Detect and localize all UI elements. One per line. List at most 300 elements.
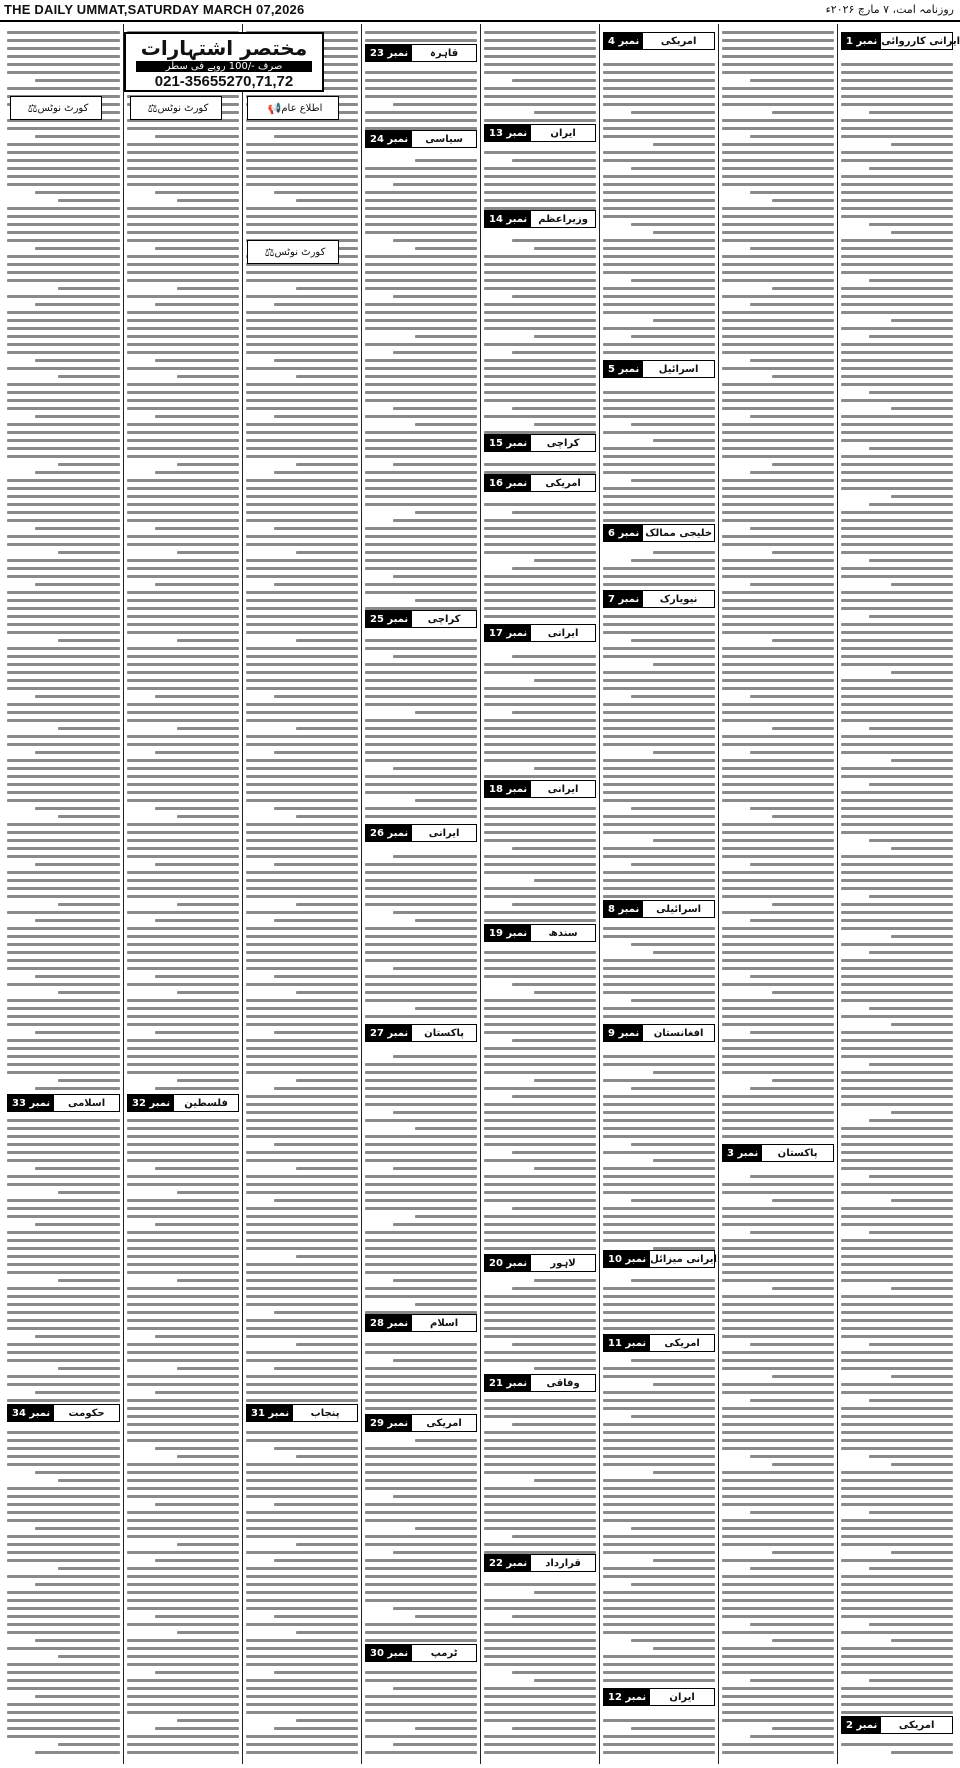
text-line: [484, 167, 596, 170]
text-line: [365, 487, 477, 490]
court-notice-label: کورٹ نوٹس: [274, 246, 326, 258]
text-line: [722, 327, 834, 330]
text-line: [772, 1375, 834, 1378]
text-line: [127, 1151, 239, 1154]
text-line: [841, 983, 953, 986]
text-line: [869, 391, 953, 394]
text-line: [7, 1071, 120, 1074]
text-line: [246, 743, 358, 746]
text-line: [603, 1743, 715, 1746]
text-line: [365, 687, 477, 690]
text-line: [603, 871, 715, 874]
text-line: [246, 1535, 358, 1538]
text-line: [246, 1303, 358, 1306]
text-line: [7, 1495, 120, 1498]
text-line: [7, 871, 120, 874]
text-line: [155, 1671, 239, 1674]
text-line: [722, 1135, 834, 1138]
text-line: [512, 407, 596, 410]
text-line: [246, 1103, 358, 1106]
text-line: [155, 1335, 239, 1338]
text-line: [722, 1263, 834, 1266]
text-line: [722, 1239, 834, 1242]
text-line: [841, 535, 953, 538]
text-line: [246, 295, 358, 298]
text-line: [7, 1575, 120, 1578]
text-line: [127, 711, 239, 714]
text-line: [246, 1375, 358, 1378]
text-line: [603, 119, 715, 122]
text-line: [365, 431, 477, 434]
text-line: [296, 1631, 358, 1634]
text-line: [7, 1735, 120, 1738]
text-line: [512, 239, 596, 242]
text-line: [296, 1079, 358, 1082]
text-line: [365, 527, 477, 530]
text-line: [274, 807, 358, 810]
text-line: [603, 135, 715, 138]
text-line: [7, 679, 120, 682]
text-line: [841, 959, 953, 962]
text-line: [177, 375, 239, 378]
text-line: [246, 455, 358, 458]
text-line: [246, 1263, 358, 1266]
text-line: [365, 1519, 477, 1522]
section-label: ایرانی کارروائی: [881, 35, 960, 47]
text-line: [722, 1519, 834, 1522]
text-line: [841, 1047, 953, 1050]
text-line: [7, 719, 120, 722]
text-line: [246, 615, 358, 618]
text-line: [127, 207, 239, 210]
text-line: [891, 671, 953, 674]
text-line: [631, 1199, 715, 1202]
section-label: امریکی: [545, 477, 581, 489]
text-line: [7, 1463, 120, 1466]
text-line: [365, 255, 477, 258]
text-line: [750, 807, 834, 810]
text-line: [127, 1287, 239, 1290]
text-line: [365, 311, 477, 314]
text-line: [127, 1591, 239, 1594]
text-line: [365, 391, 477, 394]
text-line: [7, 959, 120, 962]
text-line: [365, 1095, 477, 1098]
text-line: [722, 319, 834, 322]
text-line: [296, 1255, 358, 1258]
text-line: [246, 983, 358, 986]
text-line: [841, 1575, 953, 1578]
text-line: [750, 527, 834, 530]
text-line: [750, 1087, 834, 1090]
text-line: [155, 1223, 239, 1226]
text-line: [484, 551, 596, 554]
text-line: [841, 1015, 953, 1018]
text-line: [603, 1231, 715, 1234]
text-line: [484, 87, 596, 90]
text-line: [35, 303, 120, 306]
text-line: [534, 1367, 596, 1370]
text-line: [365, 1295, 477, 1298]
text-line: [603, 783, 715, 786]
section-header: [484, 124, 596, 142]
text-line: [365, 271, 477, 274]
text-line: [7, 1303, 120, 1306]
text-line: [484, 1183, 596, 1186]
text-line: [603, 519, 715, 522]
text-line: [750, 863, 834, 866]
section-2: [841, 1716, 953, 1734]
text-line: [722, 351, 834, 354]
text-line: [722, 895, 834, 898]
text-line: [603, 711, 715, 714]
text-line: [869, 1623, 953, 1626]
text-line: [127, 951, 239, 954]
text-line: [127, 279, 239, 282]
text-line: [7, 1607, 120, 1610]
section-label: امریکی: [660, 35, 697, 47]
text-line: [7, 423, 120, 426]
text-line: [772, 551, 834, 554]
text-line: [58, 463, 120, 466]
text-line: [7, 767, 120, 770]
text-line: [841, 375, 953, 378]
text-line: [127, 1175, 239, 1178]
text-line: [7, 879, 120, 882]
text-line: [722, 599, 834, 602]
text-line: [603, 207, 715, 210]
text-line: [603, 815, 715, 818]
text-line: [841, 63, 953, 66]
text-line: [722, 447, 834, 450]
text-line: [127, 1599, 239, 1602]
text-line: [7, 703, 120, 706]
text-line: [246, 1487, 358, 1490]
text-line: [365, 1503, 477, 1506]
text-line: [484, 1087, 596, 1090]
text-line: [722, 1471, 834, 1474]
text-line: [155, 975, 239, 978]
text-line: [891, 583, 953, 586]
text-line: [841, 1383, 953, 1386]
ad-title: مختصر اشتہارات: [140, 36, 308, 60]
text-line: [35, 1167, 120, 1170]
text-line: [365, 727, 477, 730]
section-label: قاہرہ: [429, 47, 459, 59]
text-line: [274, 359, 358, 362]
text-line: [7, 1199, 120, 1202]
text-line: [722, 543, 834, 546]
text-line: [841, 743, 953, 746]
text-line: [127, 735, 239, 738]
text-line: [631, 1639, 715, 1642]
text-line: [722, 679, 834, 682]
text-line: [484, 1127, 596, 1130]
section-header: [246, 1404, 358, 1422]
text-line: [393, 239, 477, 242]
text-line: [7, 151, 120, 154]
section-9: [603, 1024, 715, 1042]
section-number: نمبر 2: [842, 1717, 881, 1733]
text-line: [127, 1063, 239, 1066]
section-6: [603, 524, 715, 542]
text-line: [484, 583, 596, 586]
text-line: [722, 1711, 834, 1714]
text-line: [7, 335, 120, 338]
text-line: [246, 1039, 358, 1042]
text-line: [722, 1535, 834, 1538]
text-line: [246, 799, 358, 802]
text-line: [484, 1743, 596, 1746]
text-line: [772, 991, 834, 994]
text-line: [722, 663, 834, 666]
text-line: [127, 535, 239, 538]
text-line: [722, 1223, 834, 1226]
text-line: [512, 1423, 596, 1426]
text-line: [35, 1695, 120, 1698]
text-line: [127, 1687, 239, 1690]
text-line: [841, 591, 953, 594]
text-line: [841, 519, 953, 522]
text-line: [365, 319, 477, 322]
text-line: [246, 1111, 358, 1114]
section-label: اسرائیلی: [656, 903, 702, 915]
text-line: [7, 279, 120, 282]
text-line: [722, 1487, 834, 1490]
text-line: [653, 1559, 715, 1562]
text-line: [127, 1623, 239, 1626]
text-line: [127, 1263, 239, 1266]
text-line: [127, 935, 239, 938]
section-header: [484, 924, 596, 942]
text-line: [246, 711, 358, 714]
text-line: [484, 1055, 596, 1058]
text-line: [365, 1239, 477, 1242]
text-line: [603, 775, 715, 778]
text-line: [841, 1647, 953, 1650]
text-line: [841, 1127, 953, 1130]
public-notice-label: اطلاع عام: [281, 102, 323, 114]
section-number: نمبر 4: [604, 33, 643, 49]
text-line: [246, 1063, 358, 1066]
text-line: [274, 1615, 358, 1618]
text-line: [127, 1199, 239, 1202]
text-line: [296, 639, 358, 642]
section-10: [603, 1250, 715, 1268]
text-line: [722, 735, 834, 738]
text-line: [722, 223, 834, 226]
text-line: [484, 775, 596, 778]
text-line: [841, 527, 953, 530]
text-line: [722, 631, 834, 634]
text-line: [603, 239, 715, 242]
text-line: [722, 1183, 834, 1186]
text-line: [653, 551, 715, 554]
text-line: [722, 855, 834, 858]
text-line: [484, 327, 596, 330]
text-line: [365, 1183, 477, 1186]
text-line: [365, 343, 477, 346]
text-line: [722, 1335, 834, 1338]
text-line: [365, 1679, 477, 1682]
text-line: [869, 223, 953, 226]
text-line: [484, 255, 596, 258]
text-line: [246, 399, 358, 402]
text-line: [58, 727, 120, 730]
text-line: [127, 591, 239, 594]
text-line: [722, 63, 834, 66]
text-line: [274, 415, 358, 418]
text-line: [722, 1415, 834, 1418]
text-line: [7, 127, 120, 130]
text-line: [484, 1063, 596, 1066]
text-line: [722, 1575, 834, 1578]
text-line: [722, 743, 834, 746]
text-line: [841, 799, 953, 802]
ad-phone: 021-35655270,71,72: [154, 73, 294, 90]
text-line: [722, 175, 834, 178]
text-line: [722, 615, 834, 618]
text-line: [841, 1039, 953, 1042]
text-line: [750, 695, 834, 698]
text-line: [365, 207, 477, 210]
text-line: [869, 503, 953, 506]
text-line: [603, 431, 715, 434]
text-line: [603, 1135, 715, 1138]
text-line: [246, 735, 358, 738]
text-line: [512, 79, 596, 82]
text-line: [246, 1215, 358, 1218]
text-line: [841, 1167, 953, 1170]
text-line: [7, 783, 120, 786]
text-line: [722, 263, 834, 266]
text-line: [841, 647, 953, 650]
section-number: نمبر 16: [485, 475, 531, 491]
text-line: [603, 271, 715, 274]
text-line: [127, 239, 239, 242]
text-line: [722, 1279, 834, 1282]
text-line: [484, 279, 596, 282]
text-line: [35, 975, 120, 978]
text-line: [653, 1159, 715, 1162]
text-line: [393, 1495, 477, 1498]
text-line: [722, 671, 834, 674]
text-line: [127, 423, 239, 426]
column-1: [837, 24, 960, 1764]
section-8: [603, 900, 715, 918]
text-line: [127, 1383, 239, 1386]
text-line: [484, 735, 596, 738]
text-line: [7, 663, 120, 666]
text-line: [365, 783, 477, 786]
text-line: [365, 887, 477, 890]
gavel-icon: ⚖: [147, 101, 158, 115]
text-line: [365, 79, 477, 82]
court-notice-label: کورٹ نوٹس: [157, 102, 209, 114]
section-label: سیاسی: [425, 133, 463, 145]
text-line: [127, 439, 239, 442]
text-line: [841, 1319, 953, 1322]
text-line: [246, 1247, 358, 1250]
section-23: [365, 44, 477, 62]
text-line: [484, 599, 596, 602]
text-line: [722, 1383, 834, 1386]
text-line: [841, 1159, 953, 1162]
text-line: [127, 1231, 239, 1234]
text-line: [7, 607, 120, 610]
text-line: [869, 1063, 953, 1066]
text-line: [484, 151, 596, 154]
text-line: [722, 255, 834, 258]
text-line: [484, 815, 596, 818]
text-line: [127, 1135, 239, 1138]
text-line: [891, 1287, 953, 1290]
text-line: [603, 887, 715, 890]
text-line: [246, 1295, 358, 1298]
section-label: پنجاب: [310, 1407, 340, 1419]
text-line: [365, 191, 477, 194]
text-line: [365, 1583, 477, 1586]
text-line: [127, 1647, 239, 1650]
text-line: [772, 199, 834, 202]
text-line: [722, 1607, 834, 1610]
text-line: [603, 95, 715, 98]
text-line: [869, 1175, 953, 1178]
text-line: [484, 1519, 596, 1522]
text-line: [365, 695, 477, 698]
text-line: [155, 247, 239, 250]
text-line: [484, 103, 596, 106]
text-line: [841, 607, 953, 610]
text-line: [7, 1215, 120, 1218]
text-line: [7, 1375, 120, 1378]
text-line: [869, 727, 953, 730]
section-number: نمبر 19: [485, 925, 531, 941]
text-line: [750, 1175, 834, 1178]
section-number: نمبر 8: [604, 901, 643, 917]
text-line: [603, 71, 715, 74]
text-line: [512, 1207, 596, 1210]
text-line: [603, 991, 715, 994]
text-line: [7, 759, 120, 762]
text-line: [177, 639, 239, 642]
text-line: [155, 1167, 239, 1170]
text-line: [415, 247, 477, 250]
text-line: [127, 1399, 239, 1402]
text-line: [246, 351, 358, 354]
text-line: [393, 1551, 477, 1554]
text-line: [484, 1143, 596, 1146]
text-line: [127, 1071, 239, 1074]
text-line: [484, 359, 596, 362]
masthead-title: THE DAILY UMMAT,SATURDAY MARCH 07,2026: [4, 2, 305, 17]
text-line: [7, 1183, 120, 1186]
text-line: [841, 1671, 953, 1674]
text-line: [365, 455, 477, 458]
text-line: [841, 159, 953, 162]
text-line: [365, 231, 477, 234]
text-line: [246, 447, 358, 450]
section-header: [603, 590, 715, 608]
text-line: [484, 1407, 596, 1410]
text-line: [246, 967, 358, 970]
text-line: [841, 863, 953, 866]
text-line: [841, 79, 953, 82]
text-line: [7, 847, 120, 850]
text-line: [127, 799, 239, 802]
text-line: [127, 623, 239, 626]
text-line: [246, 719, 358, 722]
